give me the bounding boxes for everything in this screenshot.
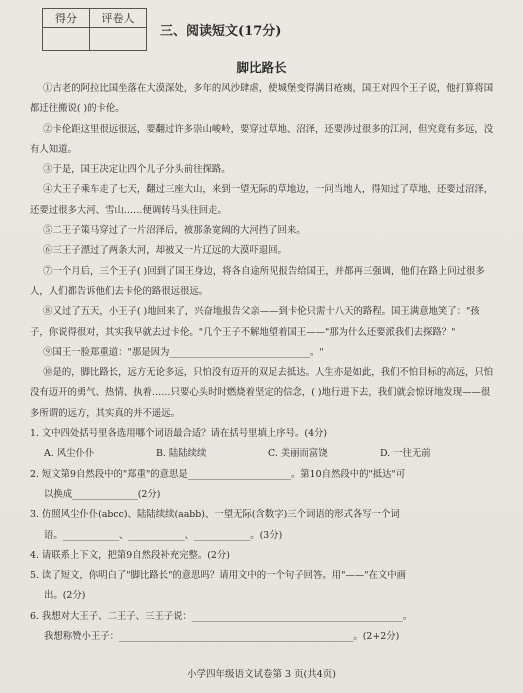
passage-title: 脚比路长 [236,60,287,75]
question-2-cont: 以换成______________(2分) [44,488,161,500]
paragraph-1: ①古老的阿拉比国坐落在大漠深处，多年的风沙肆虐，使城堡变得满目疮痍，国王对四个王子说，他打算将国都迁往搬说( )的卡伦。 [30,83,494,115]
paragraph-10: ⑩是的，脚比路长，远方无论多远，只怕没有迈开的双足去抵达。人生亦是如此，我们不怕目标的高远，只怕没有迈开的勇气、热情、执着……只要心头时时燃烧着坚定的信念，( )地行进下去，我们就会惊讶地发现——很多所谓的远方，其实真的并不遥远。 [30,367,494,419]
paragraph-4: ④大王子乘车走了七天，翻过三座大山，来到一望无际的草地边，一问当地人，得知过了草地，还要过沼泽，还要过很多大河、雪山……便调转马头往回走。 [30,184,494,216]
question-5-cont: 出。(2分) [44,590,86,602]
question-4: 4. 请联系上下文，把第9自然段补充完整。(2分) [30,549,230,561]
page-footer: 小学四年级语文试卷第 3 页(共4页) [186,669,337,680]
paragraph-8: ⑧又过了五天，小王子( )地回来了，兴奋地报告父亲——到卡伦只需十八天的路程。国王满意地笑了："孩子，你说得很对，其实我早就去过卡伦。"几个王子不解地望着国王——"那为什么还要派我们去探路？" [30,306,480,338]
paragraph-9: ⑨国王一脸郑重道："那是因为______________________________。" [43,346,324,358]
score-cell [43,28,90,51]
grader-cell [90,28,147,51]
option-b: B. 陆陆续续 [156,448,207,460]
paragraph-7: ⑦一个月后，三个王子( )回到了国王身边，将各自途所见报告给国王，并都再三强调，他们在路上问过很多人，人们都告诉他们去卡伦的路很远很远。 [30,265,485,297]
question-2: 2. 短文第9自然段中的"郑重"的意思是______________________。第10自然段中的"抵达"可 [30,468,406,480]
grader-label: 评卷人 [90,9,147,28]
score-label: 得分 [43,9,90,28]
question-1: 1. 文中四处括号里各选用哪个词语最合适？请在括号里填上序号。(4分) [30,428,328,440]
question-6: 6. 我想对大王子、二王子、三王子说：_____________________________________________。 [30,610,413,622]
section-title: 三、阅读短文(17分) [160,24,282,39]
paragraph-2: ②卡伦距这里很远很远，要翻过许多崇山峻岭，要穿过草地、沼泽，还要涉过很多的江河，但究竟有多远，没有人知道。 [30,123,494,155]
paragraph-5: ⑤二王子策马穿过了一片沼泽后，被那条宽阔的大河挡了回来。 [43,225,306,237]
passage-body [30,79,496,647]
question-3: 3. 仿照风尘仆仆(abcc)、陆陆续续(aabb)、一望无际(含数字)三个词语的形式各写一个词 [30,509,400,521]
score-table [42,8,147,51]
paragraph-6: ⑥三王子漂过了两条大河，却被又一片辽远的大漠吓退回。 [43,245,287,257]
question-5: 5. 读了短文，你明白了"脚比路长"的意思吗？请用文中的一个句子回答。用"——"在文中画 [30,570,407,582]
paragraph-3: ③于是，国王决定让四个儿子分头前往探路。 [43,164,231,176]
question-1-options [30,444,496,464]
question-6-cont: 我想称赞小王子：__________________________________________________。(2+2分) [44,631,400,643]
option-a: A. 风尘仆仆 [44,448,95,460]
option-c: C. 美丽而富饶 [268,448,328,460]
option-d: D. 一往无前 [380,448,431,460]
question-3-cont: 语。____________、____________、____________。(3分) [44,529,283,541]
